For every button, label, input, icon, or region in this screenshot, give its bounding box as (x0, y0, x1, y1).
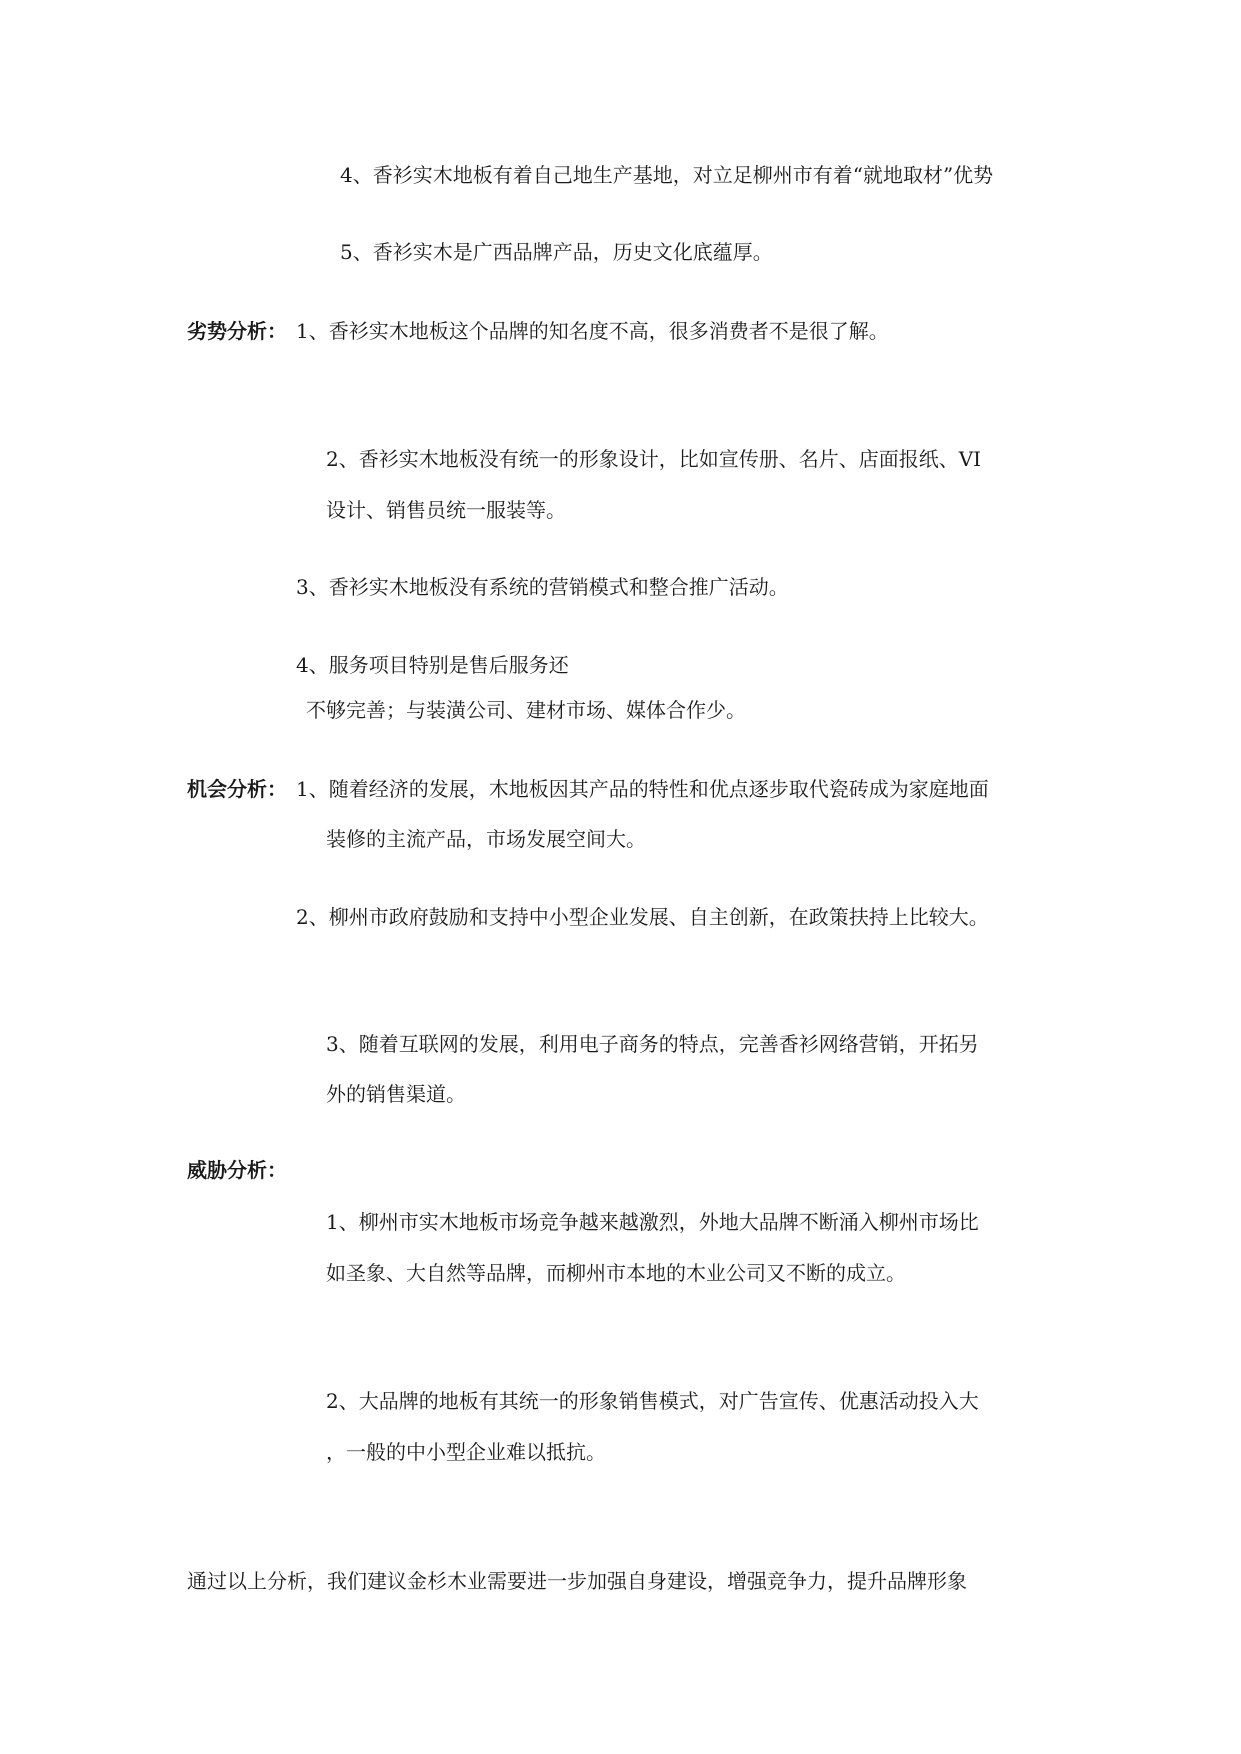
weakness-item-3: 3、香衫实木地板没有系统的营销模式和整合推广活动。 (296, 575, 789, 599)
strength-item-5: 5、香衫实木是广西品牌产品，历史文化底蕴厚。 (340, 240, 773, 264)
opportunity-item-3-line-1: 3、随着互联网的发展，利用电子商务的特点，完善香衫网络营销，开拓另 (326, 1032, 979, 1056)
conclusion-text: 通过以上分析，我们建议金杉木业需要进一步加强自身建设，增强竞争力，提升品牌形象 (187, 1569, 967, 1593)
weakness-item-2-line-2: 设计、销售员统一服装等。 (326, 498, 566, 522)
weakness-item-2-line-1: 2、香衫实木地板没有统一的形象设计，比如宣传册、名片、店面报纸、VI (326, 447, 982, 471)
strength-item-4: 4、香衫实木地板有着自己地生产基地，对立足柳州市有着“就地取材”优势 (340, 163, 994, 187)
weakness-item-1: 1、香衫实木地板这个品牌的知名度不高，很多消费者不是很了解。 (296, 319, 889, 343)
opportunity-item-3-line-2: 外的销售渠道。 (326, 1082, 466, 1106)
opportunity-heading: 机会分析： (187, 777, 287, 801)
threat-item-1-line-1: 1、柳州市实木地板市场竞争越来越激烈，外地大品牌不断涌入柳州市场比 (326, 1210, 979, 1234)
threat-item-2-line-2: ，一般的中小型企业难以抵抗。 (326, 1440, 606, 1464)
opportunity-item-1-line-1: 1、随着经济的发展，木地板因其产品的特性和优点逐步取代瓷砖成为家庭地面 (296, 777, 989, 801)
threat-heading: 威胁分析： (187, 1158, 287, 1182)
weakness-item-4-line-2: 不够完善；与装潢公司、建材市场、媒体合作少。 (306, 698, 746, 722)
opportunity-item-2: 2、柳州市政府鼓励和支持中小型企业发展、自主创新，在政策扶持上比较大。 (296, 905, 989, 929)
weakness-item-4-line-1: 4、服务项目特别是售后服务还 (296, 653, 569, 677)
weakness-heading: 劣势分析： (187, 319, 287, 343)
threat-item-1-line-2: 如圣象、大自然等品牌，而柳州市本地的木业公司又不断的成立。 (326, 1261, 906, 1285)
opportunity-item-1-line-2: 装修的主流产品，市场发展空间大。 (326, 827, 646, 851)
threat-item-2-line-1: 2、大品牌的地板有其统一的形象销售模式，对广告宣传、优惠活动投入大 (326, 1389, 979, 1413)
